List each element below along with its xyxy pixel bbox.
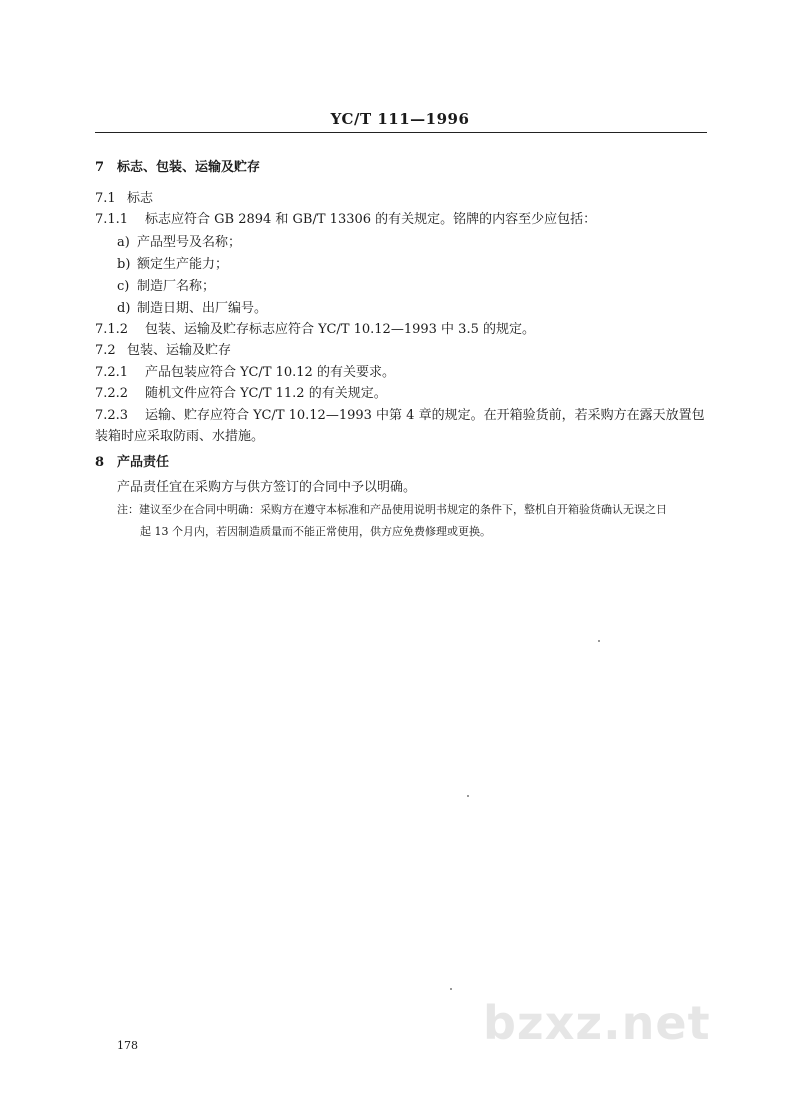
clause-7-2-3-continued: 装箱时应采取防雨、水措施。 — [95, 429, 265, 444]
clause-text: 产品包装应符合 YC/T 10.12 的有关要求。 — [145, 365, 395, 380]
list-label: c) — [117, 279, 130, 294]
clause-7-2 — [95, 343, 231, 359]
scan-speck — [450, 988, 452, 990]
section-7-heading — [95, 160, 260, 176]
clause-7-1-1 — [95, 212, 596, 228]
list-item — [117, 279, 215, 295]
note-line-2: 起 13 个月内，若因制造质量而不能正常使用，供方应免费修理或更换。 — [140, 525, 491, 538]
list-text: 产品型号及名称； — [137, 235, 242, 250]
clause-7-2-1 — [95, 365, 395, 381]
list-item — [117, 257, 228, 273]
header-rule — [95, 132, 707, 133]
watermark: bzxz.net — [483, 996, 711, 1050]
document-header: YC/T 111—1996 — [330, 110, 470, 128]
section-8-paragraph: 产品责任宜在采购方与供方签订的合同中予以明确。 — [117, 480, 417, 495]
clause-number: 7.2.1 — [95, 365, 129, 380]
clause-7-1 — [95, 191, 153, 207]
clause-text: 随机文件应符合 YC/T 11.2 的有关规定。 — [145, 386, 387, 401]
list-label: a) — [117, 235, 130, 250]
clause-number: 7.2.3 — [95, 408, 129, 423]
page-number: 178 — [117, 1039, 138, 1052]
clause-text: 标志 — [127, 191, 154, 206]
clause-7-2-3 — [95, 408, 705, 424]
list-label: b) — [117, 257, 131, 272]
clause-number: 7.2 — [95, 343, 116, 358]
list-item — [117, 235, 241, 251]
list-text: 制造厂名称； — [137, 279, 216, 294]
clause-7-2-2 — [95, 386, 387, 402]
section-number: 7 — [95, 160, 105, 175]
clause-7-1-2 — [95, 322, 535, 338]
clause-number: 7.2.2 — [95, 386, 129, 401]
scan-speck — [467, 795, 469, 797]
list-item — [117, 301, 267, 317]
scan-speck — [598, 640, 600, 642]
section-8-heading — [95, 455, 169, 471]
clause-number: 7.1 — [95, 191, 116, 206]
list-text: 额定生产能力； — [137, 257, 229, 272]
note-line-1: 注：建议至少在合同中明确：采购方在遵守本标准和产品使用说明书规定的条件下，整机自开箱验货确认无误之日 — [117, 503, 667, 516]
clause-number: 7.1.1 — [95, 212, 129, 227]
clause-text: 包装、运输及贮存标志应符合 YC/T 10.12—1993 中 3.5 的规定。 — [145, 322, 535, 337]
clause-number: 7.1.2 — [95, 322, 129, 337]
section-title: 标志、包装、运输及贮存 — [117, 160, 261, 175]
section-number: 8 — [95, 455, 105, 470]
clause-text: 包装、运输及贮存 — [127, 343, 232, 358]
clause-text: 标志应符合 GB 2894 和 GB/T 13306 的有关规定。铭牌的内容至少应包括： — [145, 212, 597, 227]
list-label: d) — [117, 301, 131, 316]
clause-text: 运输、贮存应符合 YC/T 10.12—1993 中第 4 章的规定。在开箱验货前，若采购方在露天放置包 — [145, 408, 705, 423]
list-text: 制造日期、出厂编号。 — [137, 301, 268, 316]
section-title: 产品责任 — [117, 455, 170, 470]
